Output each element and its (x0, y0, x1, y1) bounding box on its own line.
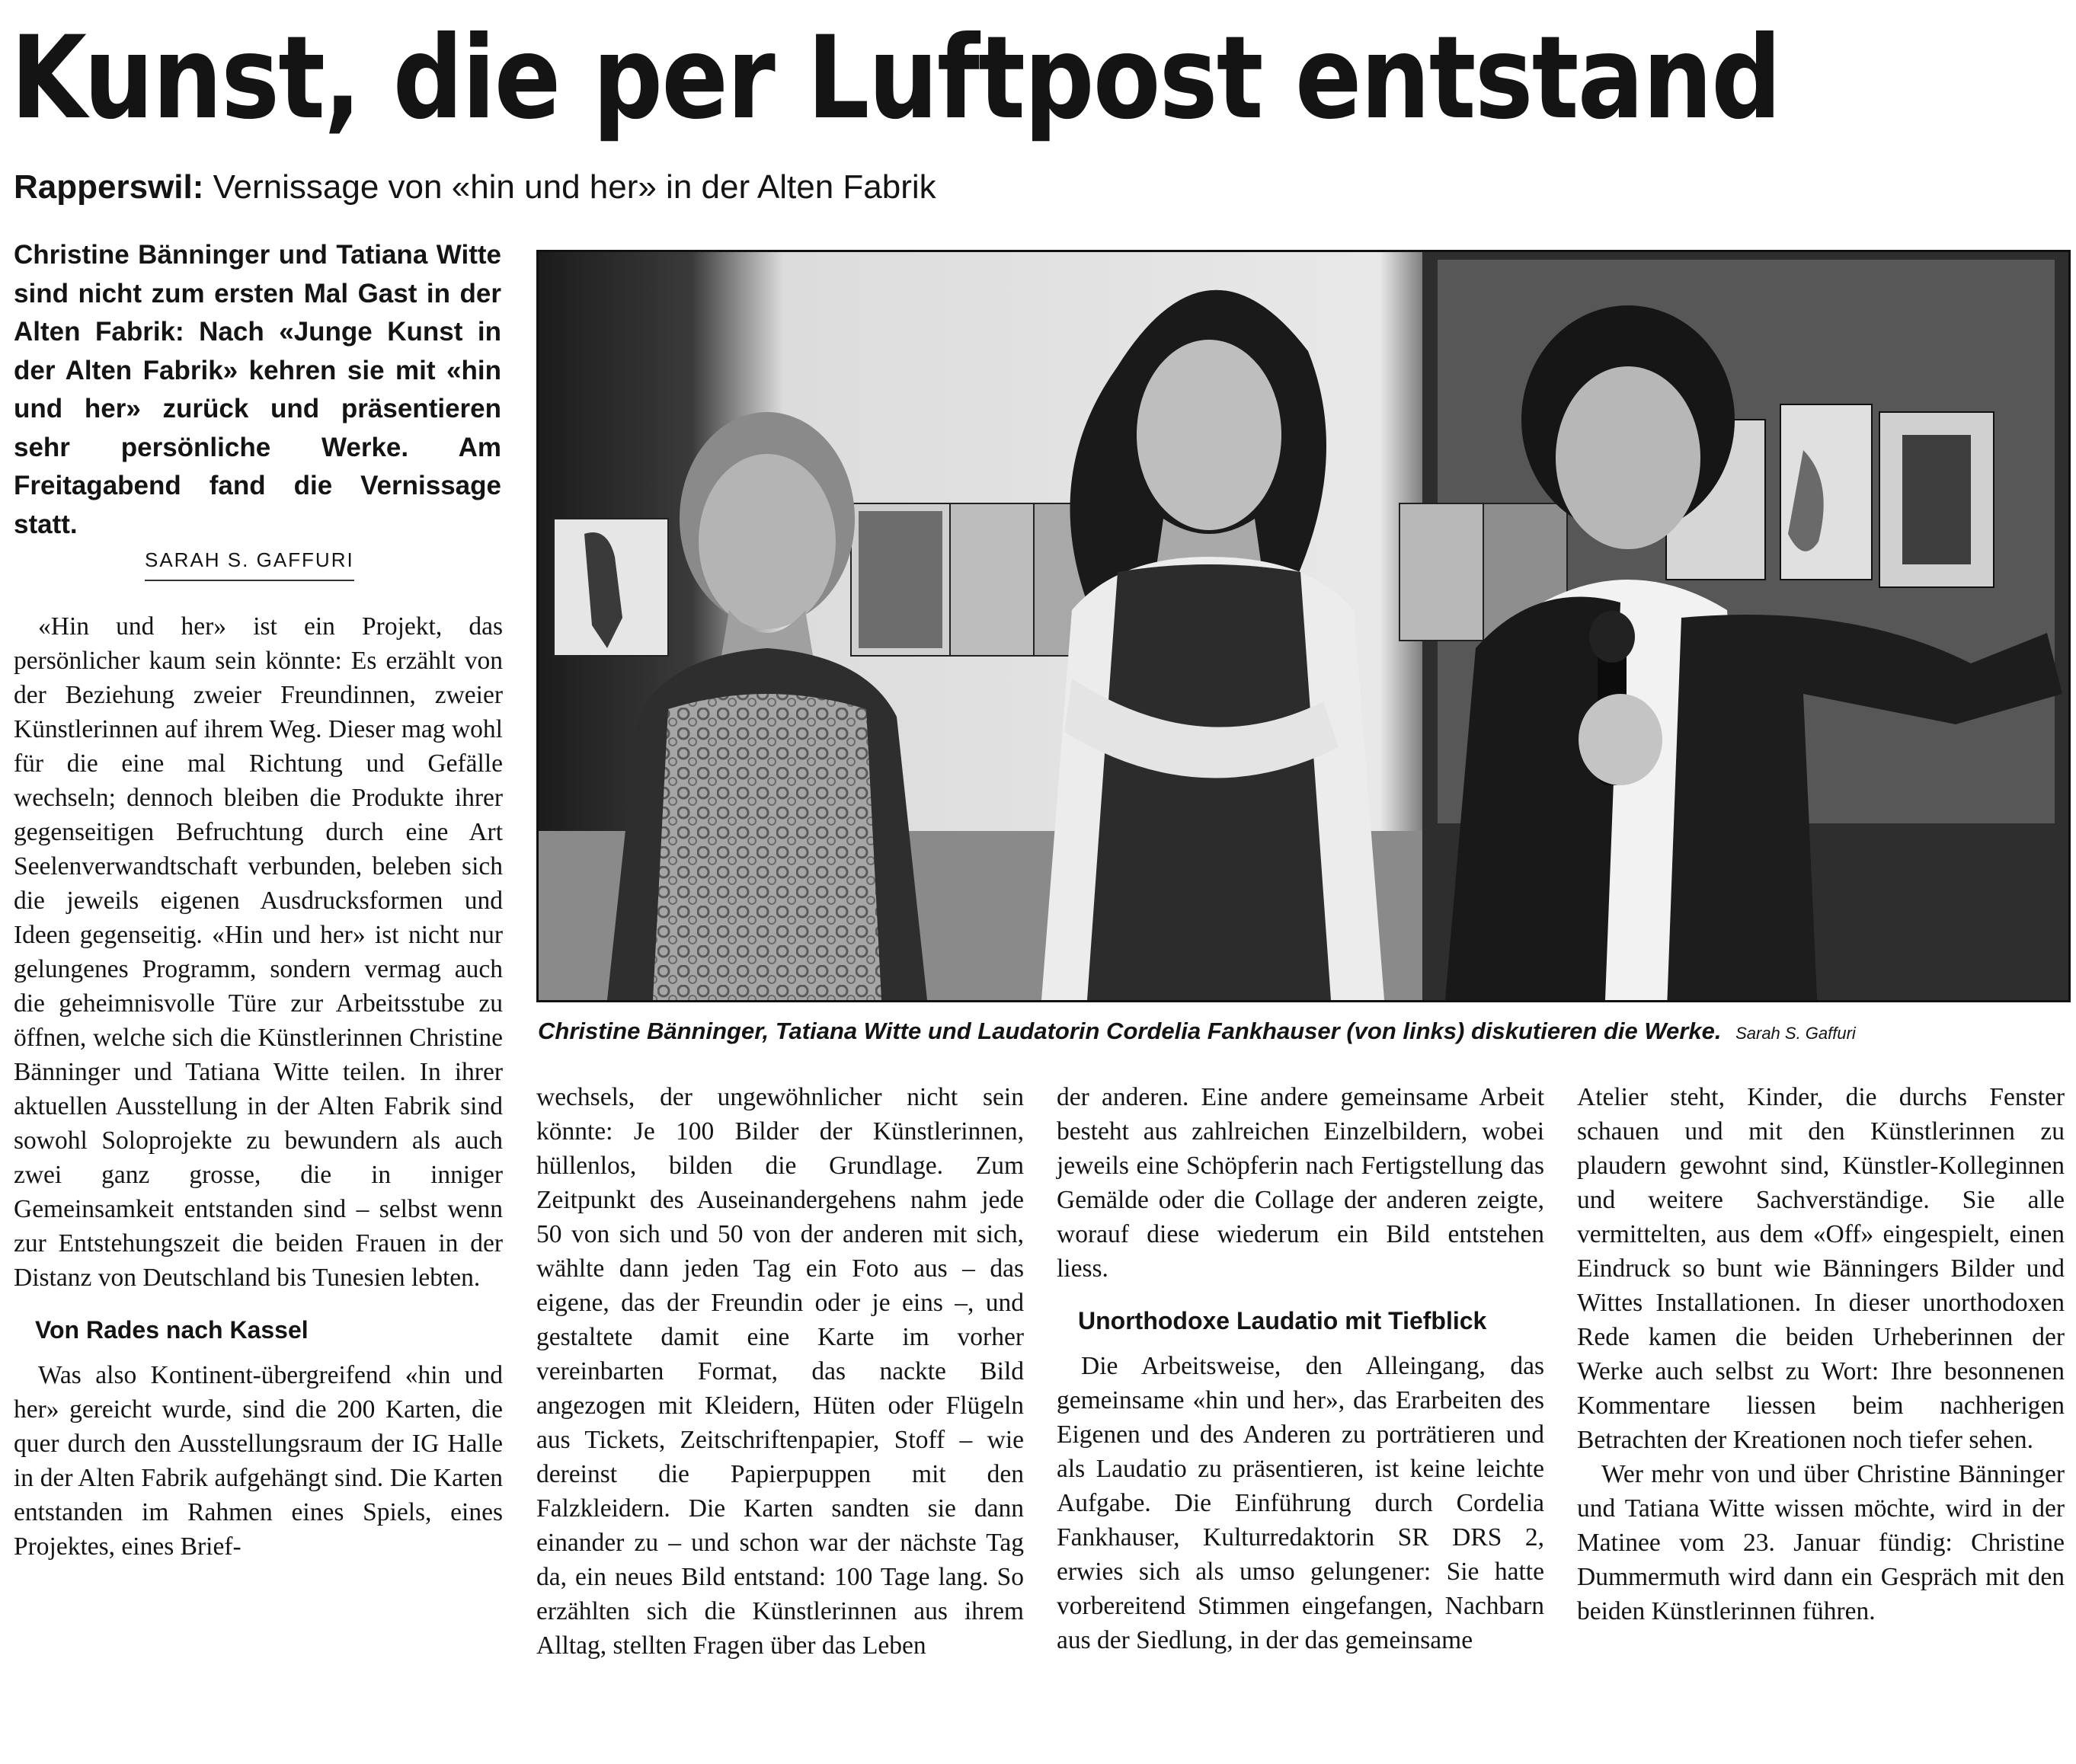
subheadline-text: Vernissage von «hin und her» in der Alten Fabrik (213, 168, 936, 206)
body-paragraph: Was also Kontinent-übergreifend «hin und her» gereicht wurde, sind die 200 Karten, die quer durch den Ausstellungsraum der IG Halle in der Alten Fabrik aufgehängt sind. Die Karten entstanden im Rahmen eines Spiels, eines Projektes, eines Brief- (14, 1361, 503, 1561)
photo-three-women-illustration (539, 252, 2068, 1000)
section-heading: Unorthodoxe Laudatio mit Tiefblick (1078, 1307, 1487, 1334)
body-paragraph: Wer mehr von und über Christine Bänninger und Tatiana Witte wissen möchte, wird in der Matinee vom 23. Januar fündig: Christine Dummermuth wird dann ein Gespräch mit den beiden Künstlerinnen führen. (1577, 1460, 2065, 1625)
author-byline: SARAH S. GAFFURI (145, 548, 354, 581)
body-paragraph: wechsels, der ungewöhnlicher nicht sein könnte: Je 100 Bilder der Künstlerinnen, hüllenlos, bilden die Grundlage. Zum Zeitpunkt des Auseinandergehens nahm jede 50 von sich und 50 von der anderen mit sich, wählte dann jeden Tag ein Foto aus – das eigene, das der Freundin oder je eins –, und gestaltete damit eine Karte im vorher vereinbarten Format, das nackte Bild angezogen mit Kleidern, Hüten oder Flügeln aus Tickets, Zeitschriftenpapier, Stoff – wie dereinst die Papierpuppen mit den Falzkleidern. Die Karten sandten sie dann einander zu – und schon war der nächste Tag da, ein neues Bild entstand: 100 Tage lang. So erzählten sich die Künstlerinnen aus ihrem Alltag, stellten Fragen über das Leben (536, 1083, 1024, 1660)
subheadline (14, 166, 936, 209)
body-paragraph: Die Arbeitsweise, den Alleingang, das gemeinsame «hin und her», das Erarbeiten des Eigenen und des Anderen zu porträtieren und als Laudatio zu präsentieren, ist keine leichte Aufgabe. Die Einführung durch Cordelia Fankhauser, Kulturredaktorin SR DRS 2, erwies sich als umso gelungener: Sie hatte vorbereitend Stimmen eingefangen, Nachbarn aus der Siedlung, in der das gemeinsame (1057, 1352, 1544, 1654)
article-column-2 (536, 1080, 1024, 1663)
photo-credit: Sarah S. Gaffuri (1735, 1024, 1856, 1043)
headline: Kunst, die per Luftpost entstand (11, 12, 1780, 145)
body-paragraph: Atelier steht, Kinder, die durchs Fenster schauen und mit den Künstlerinnen zu plaudern gewohnt sind, Künstler-Kolleginnen und weitere Sachverständige. Sie alle vermittelten, aus dem «Off» eingespielt, einen Eindruck so bunt wie Bänningers Bilder und Wittes Installationen. In dieser unorthodoxen Rede kamen die beiden Urheberinnen der Werke auch selbst zu Wort: Ihre besonnenen Kommentare liessen beim nachherigen Betrachten der Kreationen noch tiefer sehen. (1577, 1083, 2065, 1454)
article-column-3 (1057, 1080, 1544, 1657)
lead-paragraph: Christine Bänninger und Tatiana Witte sind nicht zum ersten Mal Gast in der Alten Fabrik: Nach «Junge Kunst in der Alten Fabrik» kehren sie mit «hin und her» zurück und präsentieren sehr persönliche Werke. Am Freitagabend fand die Vernissage statt. (14, 240, 501, 539)
article-photo (536, 250, 2071, 1002)
body-paragraph: der anderen. Eine andere gemeinsame Arbeit besteht aus zahlreichen Einzelbildern, wobei jeweils eine Schöpferin nach Fertigstellung das Gemälde oder die Collage der anderen zeigte, worauf diese wiederum ein Bild entstehen liess. (1057, 1083, 1544, 1283)
article-column-1 (14, 609, 503, 1564)
photo-caption (538, 1015, 2069, 1050)
section-heading: Von Rades nach Kassel (35, 1316, 309, 1344)
article-column-4 (1577, 1080, 2065, 1628)
dateline-place: Rapperswil: (14, 168, 204, 206)
body-paragraph: «Hin und her» ist ein Projekt, das persönlicher kaum sein könnte: Es erzählt von der Beziehung zweier Freundinnen, zweier Künstlerinnen auf ihrem Weg. Dieser mag wohl für die eine mal Richtung und Gefälle wechseln; dennoch bleiben die Produkte ihrer gegenseitigen Befruchtung durch eine Art Seelenverwandtschaft verbunden, beleben sich die jeweils eigenen Ausdrucksformen und Ideen gegenseitig. «Hin und her» ist nicht nur gelungenes Programm, sondern vermag auch die geheimnisvolle Türe zur Arbeitsstube zu öffnen, welche sich die Künstlerinnen Christine Bänninger und Tatiana Witte teilen. In ihrer aktuellen Ausstellung in der Alten Fabrik sind sowohl Soloprojekte zu bewundern als auch zwei ganz grosse, die in inniger Gemeinsamkeit entstanden sind – selbst wenn zur Entstehungszeit die beiden Frauen in der Distanz von Deutschland bis Tunesien lebten. (14, 612, 503, 1292)
caption-text: Christine Bänninger, Tatiana Witte und Laudatorin Cordelia Fankhauser (von links) diskutieren die Werke. (538, 1018, 1722, 1044)
